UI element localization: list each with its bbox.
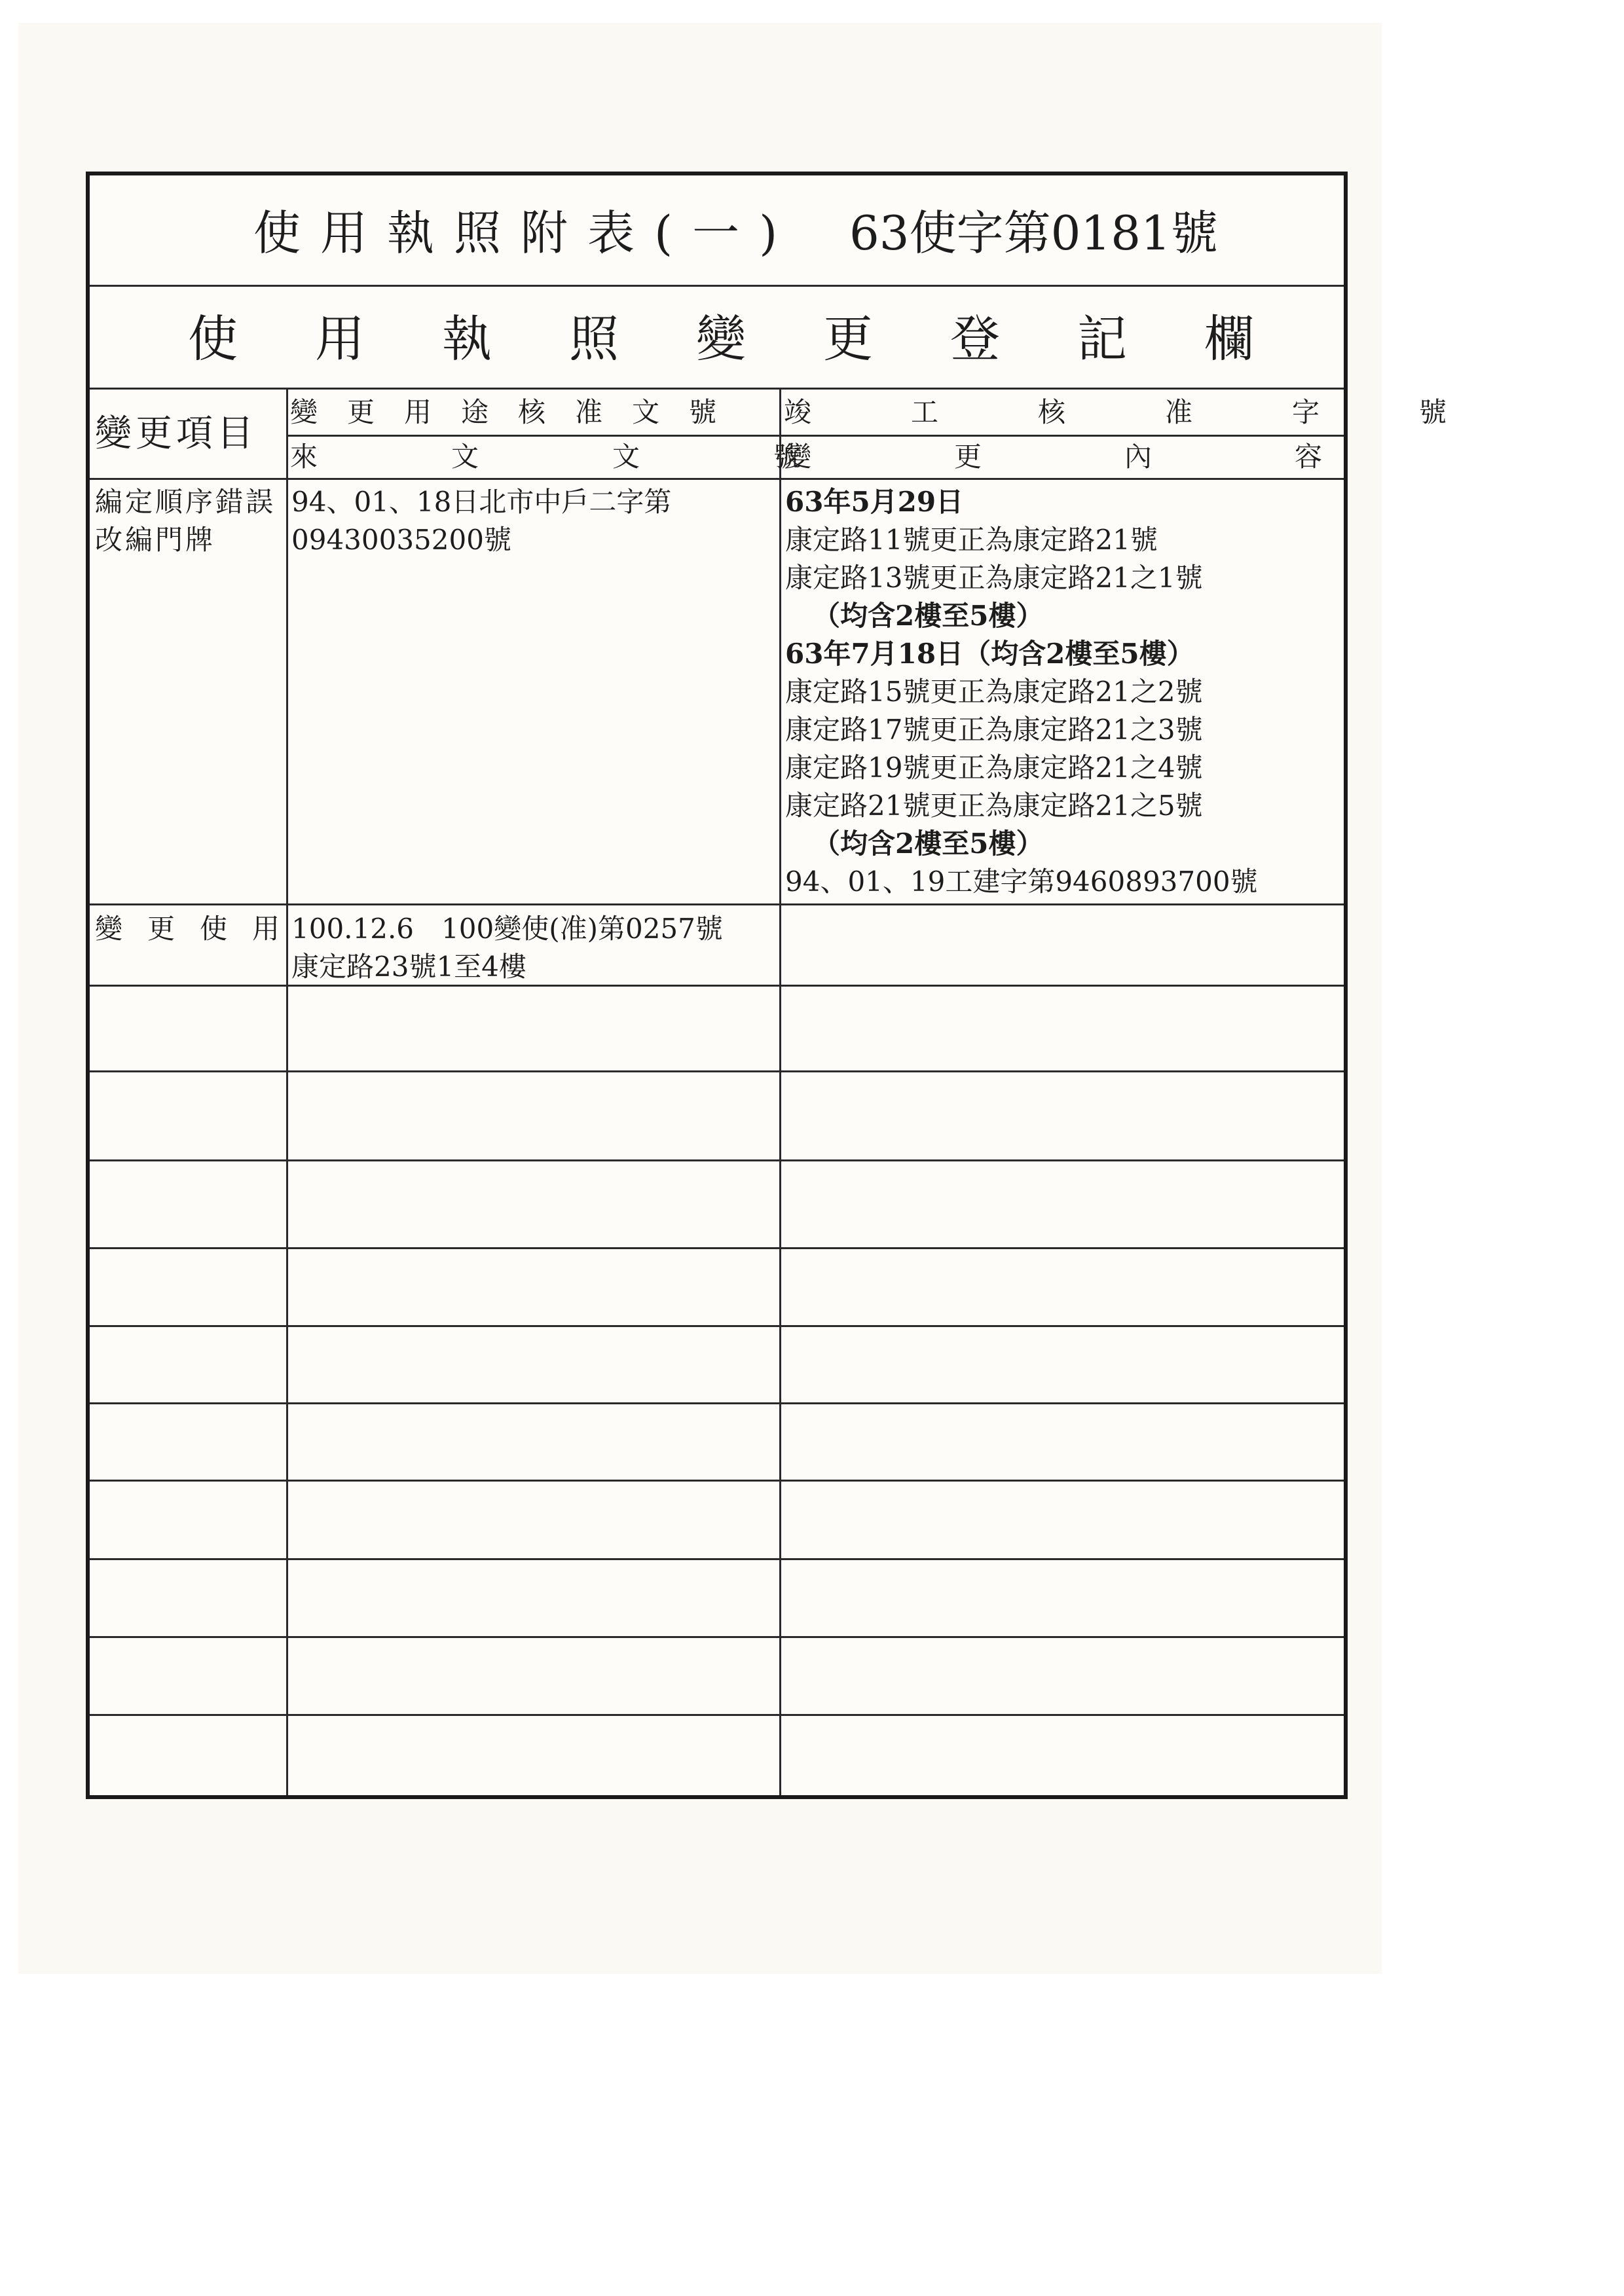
subtitle-text: 使用執照變更登記欄 bbox=[188, 310, 1331, 368]
usage-license-change-form bbox=[86, 172, 1547, 1799]
row1-content bbox=[785, 483, 1258, 901]
header-item: 變更項目 bbox=[95, 412, 257, 455]
content-line: 康定路17號更正為康定路21之3號 bbox=[785, 714, 1203, 746]
row1-item-line: 改編門牌 bbox=[95, 524, 216, 556]
row2-doc-line: 康定路23號1至4樓 bbox=[291, 951, 526, 983]
content-line: （均含2樓至5樓） bbox=[813, 600, 1044, 632]
content-line: 康定路21號更正為康定路21之5號 bbox=[785, 790, 1203, 822]
row2-doc bbox=[291, 910, 723, 986]
rule-row3 bbox=[90, 1070, 1344, 1072]
rule-row1 bbox=[90, 903, 1344, 905]
form-title bbox=[90, 200, 1344, 266]
row2-doc-line: 100.12.6 100變使(准)第0257號 bbox=[291, 913, 723, 945]
rule-row9 bbox=[90, 1558, 1344, 1560]
title-text: 使用執照附表(一) bbox=[253, 206, 798, 261]
col-rule-2 bbox=[779, 388, 781, 1795]
content-line: 94、01、19工建字第9460893700號 bbox=[785, 866, 1258, 898]
content-line: 康定路13號更正為康定路21之1號 bbox=[785, 562, 1203, 594]
content-line: （均含2樓至5樓） bbox=[813, 828, 1044, 860]
header-completion-no: 竣工核准字號 bbox=[784, 396, 1547, 428]
rule-row7 bbox=[90, 1402, 1344, 1404]
row2-item: 變更使用 bbox=[95, 913, 305, 945]
col-rule-1 bbox=[286, 388, 288, 1795]
title-number: 63使字第0181號 bbox=[849, 206, 1218, 261]
row1-doc-line: 09430035200號 bbox=[291, 524, 511, 556]
content-line: 63年5月29日 bbox=[785, 486, 964, 518]
rule-title bbox=[90, 285, 1344, 287]
content-line: 康定路15號更正為康定路21之2號 bbox=[785, 676, 1203, 708]
rule-row5 bbox=[90, 1247, 1344, 1249]
content-line: 63年7月18日（均含2樓至5樓） bbox=[785, 638, 1194, 670]
rule-row8 bbox=[90, 1480, 1344, 1482]
row1-item-line: 編定順序錯誤 bbox=[95, 486, 276, 518]
rule-row10 bbox=[90, 1636, 1344, 1638]
rule-row11 bbox=[90, 1714, 1344, 1716]
rule-header-mid bbox=[286, 435, 1344, 437]
header-change-content: 變更內容 bbox=[784, 441, 1466, 473]
row1-doc bbox=[291, 483, 671, 559]
header-approval-doc: 變更用途核准文號 bbox=[290, 396, 747, 428]
content-line: 康定路11號更正為康定路21號 bbox=[785, 524, 1158, 556]
rule-row6 bbox=[90, 1325, 1344, 1327]
row1-item bbox=[95, 483, 276, 559]
row1-doc-line: 94、01、18日北市中戶二字第 bbox=[291, 486, 672, 518]
rule-header bbox=[90, 478, 1344, 480]
header-incoming-doc: 來文文號 bbox=[290, 441, 935, 473]
content-line: 康定路19號更正為康定路21之4號 bbox=[785, 752, 1203, 784]
rule-row4 bbox=[90, 1159, 1344, 1161]
form-subtitle bbox=[90, 306, 1344, 372]
rule-subtitle bbox=[90, 388, 1344, 390]
